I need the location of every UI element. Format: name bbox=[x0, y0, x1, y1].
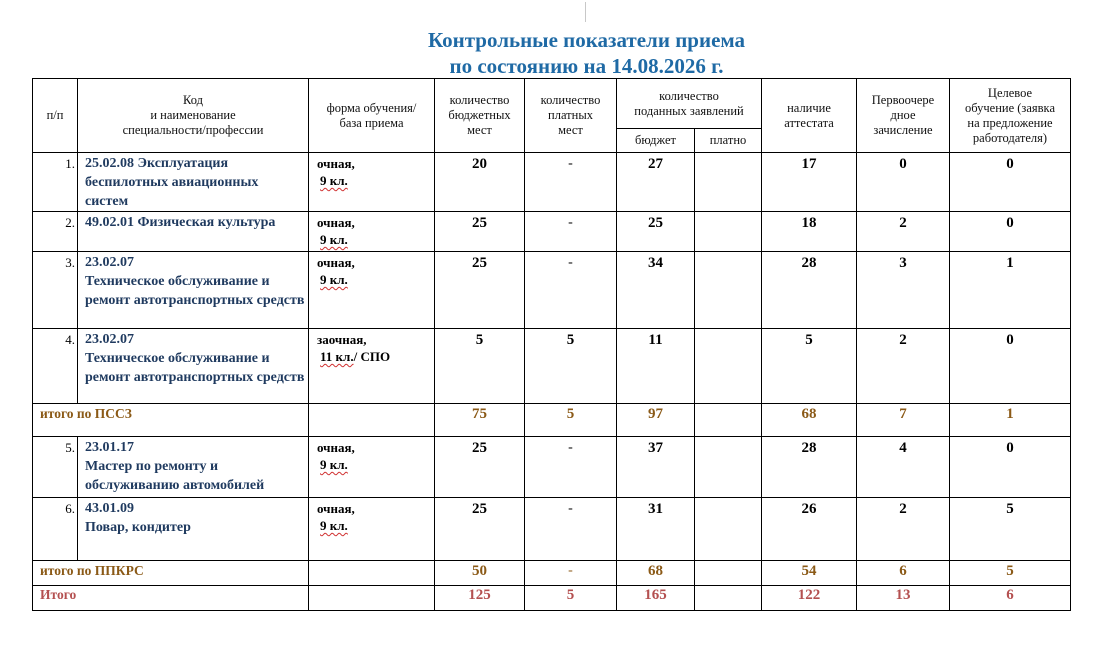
paid-places: - bbox=[525, 212, 617, 252]
total-budget: 125 bbox=[435, 586, 525, 611]
priority-count: 2 bbox=[857, 212, 950, 252]
subtotal-row-pssz bbox=[33, 404, 1071, 437]
priority-count: 2 bbox=[857, 329, 950, 404]
table-row bbox=[33, 153, 1071, 212]
targeted-count: 1 bbox=[950, 252, 1071, 329]
budget-places: 20 bbox=[435, 153, 525, 212]
admission-table bbox=[32, 78, 1071, 611]
table-row bbox=[33, 252, 1071, 329]
study-form: очная, 9 кл. bbox=[309, 153, 435, 212]
subtotal-target: 5 bbox=[950, 561, 1071, 586]
apps-paid bbox=[695, 153, 762, 212]
specialty-name: 43.01.09 Повар, кондитер bbox=[78, 498, 309, 561]
specialty-name: 23.01.17 Мастер по ремонту и обслуживанию автомобилей bbox=[78, 437, 309, 498]
subtotal-paid: - bbox=[525, 561, 617, 586]
page-title: Контрольные показатели приема bbox=[427, 28, 746, 52]
table-row bbox=[33, 437, 1071, 498]
paid-places: - bbox=[525, 252, 617, 329]
paid-places: - bbox=[525, 437, 617, 498]
apps-budget: 34 bbox=[617, 252, 695, 329]
header-priority: Первоочере дное зачисление bbox=[857, 79, 950, 153]
priority-count: 3 bbox=[857, 252, 950, 329]
budget-places: 25 bbox=[435, 437, 525, 498]
priority-count: 2 bbox=[857, 498, 950, 561]
paid-places: - bbox=[525, 498, 617, 561]
certificate-count: 5 bbox=[762, 329, 857, 404]
row-number: 3. bbox=[33, 252, 78, 329]
subtotal-target: 1 bbox=[950, 404, 1071, 437]
header-budget-places: количество бюджетных мест bbox=[435, 79, 525, 153]
total-target: 6 bbox=[950, 586, 1071, 611]
apps-paid bbox=[695, 212, 762, 252]
specialty-name: 25.02.08 Эксплуатация беспилотных авиационных систем bbox=[78, 153, 309, 212]
header-apps-paid: платно bbox=[695, 129, 762, 153]
subtotal-cert: 54 bbox=[762, 561, 857, 586]
apps-budget: 11 bbox=[617, 329, 695, 404]
header-form: форма обучения/ база приема bbox=[309, 79, 435, 153]
certificate-count: 28 bbox=[762, 437, 857, 498]
specialty-name: 23.02.07 Техническое обслуживание и ремонт автотранспортных средств bbox=[78, 329, 309, 404]
total-paid: 5 bbox=[525, 586, 617, 611]
targeted-count: 5 bbox=[950, 498, 1071, 561]
apps-paid bbox=[695, 437, 762, 498]
table-row bbox=[33, 212, 1071, 252]
budget-places: 25 bbox=[435, 252, 525, 329]
priority-count: 0 bbox=[857, 153, 950, 212]
targeted-count: 0 bbox=[950, 153, 1071, 212]
targeted-count: 0 bbox=[950, 437, 1071, 498]
subtotal-priority: 6 bbox=[857, 561, 950, 586]
budget-places: 25 bbox=[435, 212, 525, 252]
study-form: очная, 9 кл. bbox=[309, 437, 435, 498]
table-row bbox=[33, 329, 1071, 404]
total-row bbox=[33, 586, 1071, 611]
row-number: 1. bbox=[33, 153, 78, 212]
total-label: Итого bbox=[33, 586, 309, 611]
subtotal-paid: 5 bbox=[525, 404, 617, 437]
subtotal-apps-budget: 68 bbox=[617, 561, 695, 586]
apps-budget: 25 bbox=[617, 212, 695, 252]
subtotal-apps-budget: 97 bbox=[617, 404, 695, 437]
row-number: 6. bbox=[33, 498, 78, 561]
apps-paid bbox=[695, 252, 762, 329]
certificate-count: 18 bbox=[762, 212, 857, 252]
targeted-count: 0 bbox=[950, 329, 1071, 404]
row-number: 5. bbox=[33, 437, 78, 498]
apps-paid bbox=[695, 498, 762, 561]
subtotal-row-ppkrs bbox=[33, 561, 1071, 586]
page-subtitle: по состоянию на 14.08.2026 г. bbox=[449, 54, 724, 78]
certificate-count: 26 bbox=[762, 498, 857, 561]
row-number: 4. bbox=[33, 329, 78, 404]
header-pp: п/п bbox=[33, 79, 78, 153]
header-code: Код и наименование специальности/профессии bbox=[78, 79, 309, 153]
apps-paid bbox=[695, 329, 762, 404]
header-certificate: наличие аттестата bbox=[762, 79, 857, 153]
specialty-name: 49.02.01 Физическая культура bbox=[78, 212, 309, 252]
subtotal-budget: 75 bbox=[435, 404, 525, 437]
subtotal-priority: 7 bbox=[857, 404, 950, 437]
total-apps-budget: 165 bbox=[617, 586, 695, 611]
subtotal-cert: 68 bbox=[762, 404, 857, 437]
subtotal-label: итого по ППКРС bbox=[33, 561, 309, 586]
header-targeted: Целевое обучение (заявка на предложение работодателя) bbox=[950, 79, 1071, 153]
total-priority: 13 bbox=[857, 586, 950, 611]
study-form: очная, 9 кл. bbox=[309, 212, 435, 252]
study-form: очная, 9 кл. bbox=[309, 498, 435, 561]
subtotal-label: итого по ПССЗ bbox=[33, 404, 309, 437]
header-apps-budget: бюджет bbox=[617, 129, 695, 153]
apps-budget: 27 bbox=[617, 153, 695, 212]
header-applications: количество поданных заявлений bbox=[617, 79, 762, 129]
study-form: очная, 9 кл. bbox=[309, 252, 435, 329]
specialty-name: 23.02.07 Техническое обслуживание и ремонт автотранспортных средств bbox=[78, 252, 309, 329]
apps-budget: 31 bbox=[617, 498, 695, 561]
subtotal-budget: 50 bbox=[435, 561, 525, 586]
targeted-count: 0 bbox=[950, 212, 1071, 252]
paid-places: - bbox=[525, 153, 617, 212]
text-cursor-line bbox=[585, 2, 586, 22]
study-form: заочная, 11 кл./ СПО bbox=[309, 329, 435, 404]
budget-places: 25 bbox=[435, 498, 525, 561]
apps-budget: 37 bbox=[617, 437, 695, 498]
budget-places: 5 bbox=[435, 329, 525, 404]
certificate-count: 28 bbox=[762, 252, 857, 329]
priority-count: 4 bbox=[857, 437, 950, 498]
certificate-count: 17 bbox=[762, 153, 857, 212]
header-paid-places: количество платных мест bbox=[525, 79, 617, 153]
paid-places: 5 bbox=[525, 329, 617, 404]
row-number: 2. bbox=[33, 212, 78, 252]
total-cert: 122 bbox=[762, 586, 857, 611]
table-row bbox=[33, 498, 1071, 561]
